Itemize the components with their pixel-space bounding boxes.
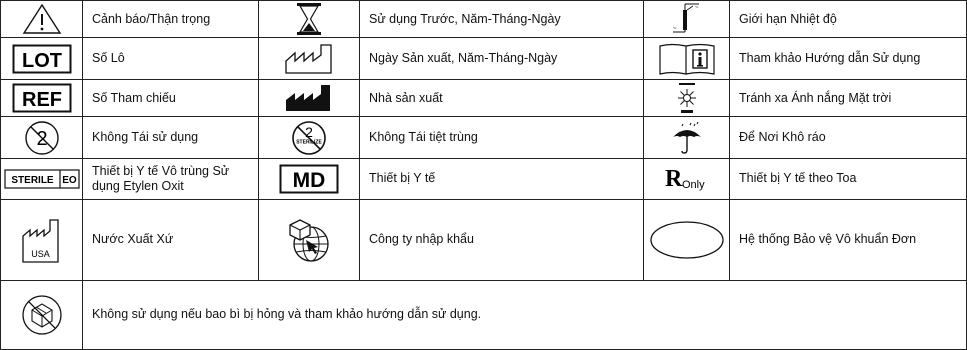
- thermometer-icon: [644, 1, 730, 38]
- lot-icon: [1, 38, 83, 80]
- symbol-label: Sử dụng Trước, Năm-Tháng-Ngày: [360, 1, 644, 38]
- symbol-label: Nhà sản xuất: [360, 80, 644, 117]
- svg-text:STERILE: STERILE: [10, 174, 54, 186]
- legend-row-footer: [1, 280, 967, 349]
- symbol-label: Công ty nhập khẩu: [360, 199, 644, 280]
- symbol-label: Số Tham chiếu: [83, 80, 259, 117]
- sun-protect-icon: [644, 80, 730, 117]
- legend-row-4: [1, 117, 967, 159]
- legend-row-2: [1, 38, 967, 80]
- sterile-eo-icon: [1, 159, 83, 199]
- symbol-label: Tham khảo Hướng dẫn Sử dụng: [730, 38, 967, 80]
- symbol-label: Thiết bị Y tế: [360, 159, 644, 199]
- symbol-label: Nước Xuất Xứ: [83, 199, 259, 280]
- svg-text:EO: EO: [61, 174, 77, 186]
- symbol-label: Ngày Sản xuất, Năm-Tháng-Ngày: [360, 38, 644, 80]
- symbol-label: Tránh xa Ánh nắng Mặt trời: [730, 80, 967, 117]
- svg-text:°C: °C: [672, 26, 676, 31]
- footer-label: Không sử dụng nếu bao bì bị hỏng và tham khảo hướng dẫn sử dụng.: [83, 280, 967, 349]
- symbol-label: Thiết bị Y tế theo Toa: [730, 159, 967, 199]
- svg-text:°C: °C: [694, 5, 698, 10]
- svg-text:2: 2: [305, 123, 313, 140]
- legend-row-1: [1, 1, 967, 38]
- symbol-label: Để Nơi Khô ráo: [730, 117, 967, 159]
- ref-icon: [1, 80, 83, 117]
- symbol-label: Giới hạn Nhiệt độ: [730, 1, 967, 38]
- symbol-label: Cảnh báo/Thận trọng: [83, 1, 259, 38]
- symbol-label: Hệ thống Bảo vệ Vô khuẩn Đơn: [730, 199, 967, 280]
- svg-text:MD: MD: [292, 168, 326, 192]
- svg-text:USA: USA: [30, 248, 50, 259]
- svg-text:REF: REF: [21, 89, 62, 112]
- warning-triangle-icon: [1, 1, 83, 38]
- symbol-label: Số Lô: [83, 38, 259, 80]
- umbrella-icon: [644, 117, 730, 159]
- svg-text:Only: Only: [681, 178, 705, 191]
- svg-text:R: R: [664, 165, 682, 192]
- rx-only-icon: [644, 159, 730, 199]
- legend-row-3: [1, 80, 967, 117]
- book-info-icon: [644, 38, 730, 80]
- factory-outline-icon: [259, 38, 360, 80]
- importer-globe-icon: [259, 199, 360, 280]
- symbol-label: Không Tái sử dụng: [83, 117, 259, 159]
- svg-text:2: 2: [35, 127, 48, 150]
- hourglass-icon: [259, 1, 360, 38]
- svg-text:STERILIZE: STERILIZE: [296, 139, 322, 146]
- factory-filled-icon: [259, 80, 360, 117]
- symbol-label: Thiết bị Y tế Vô trùng Sử dụng Etylen Oxit: [83, 159, 259, 199]
- symbol-label: Không Tái tiệt trùng: [360, 117, 644, 159]
- legend-row-6: [1, 199, 967, 280]
- md-icon: [259, 159, 360, 199]
- svg-text:LOT: LOT: [21, 49, 62, 72]
- no-resterilize-icon: [259, 117, 360, 159]
- no-reuse-icon: [1, 117, 83, 159]
- country-of-origin-icon: [1, 199, 83, 280]
- sterile-barrier-icon: [644, 199, 730, 280]
- legend-row-5: [1, 159, 967, 199]
- damaged-package-icon: [1, 280, 83, 349]
